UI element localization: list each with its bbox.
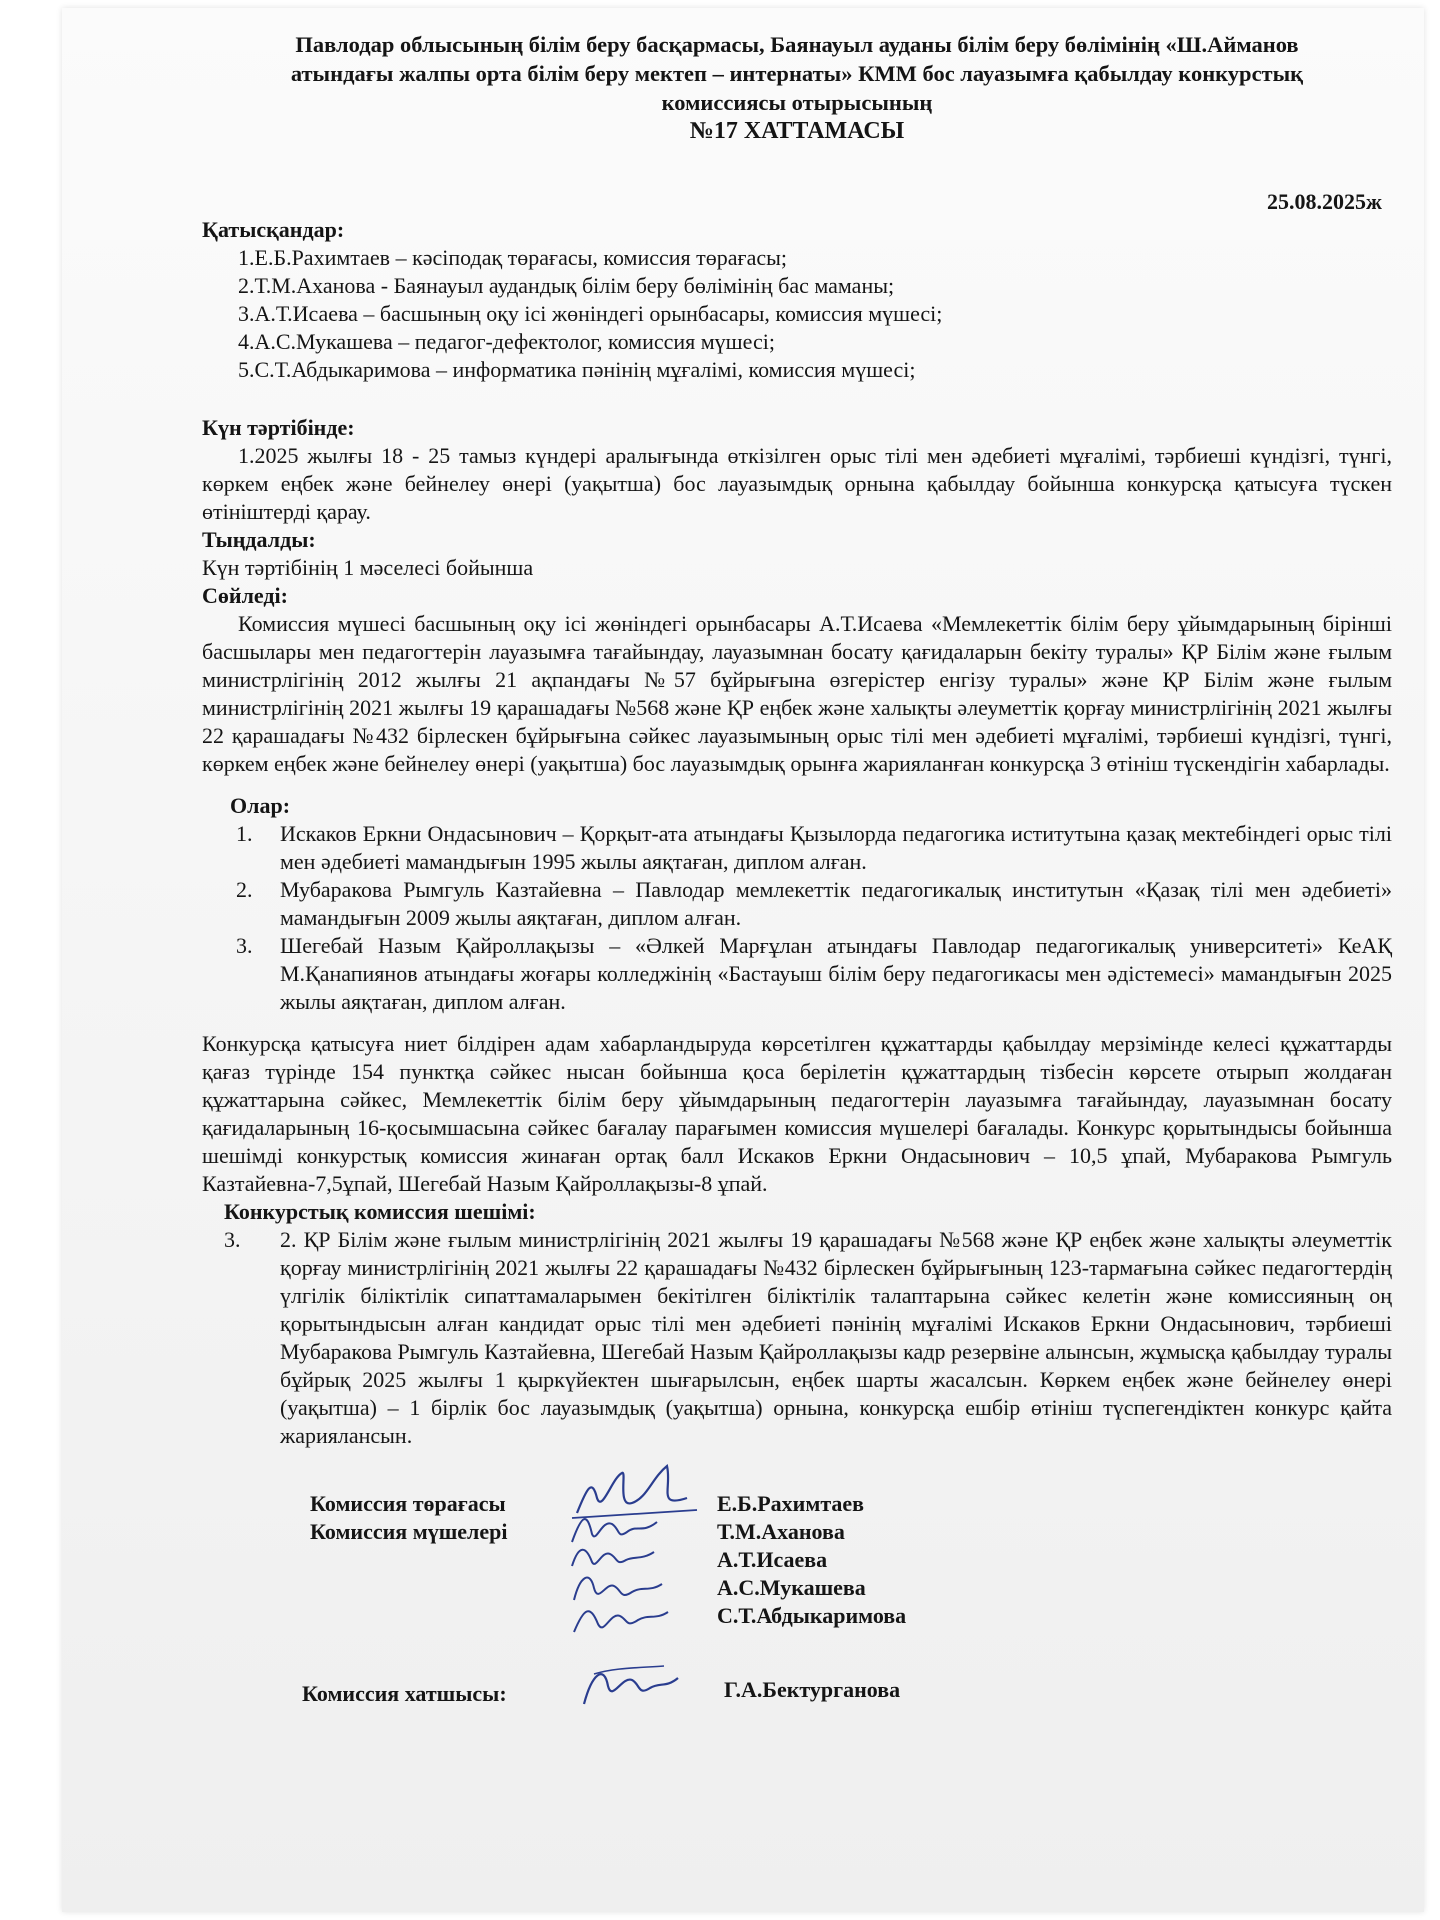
document-heading	[202, 30, 1392, 146]
applicants-title: Олар:	[230, 793, 291, 818]
chair-name: Е.Б.Рахимтаев	[717, 1491, 865, 1516]
participant-item: 2.Т.М.Аханова - Баянауыл аудандық білім беру бөлімінің бас маманы;	[238, 273, 895, 298]
agenda-text: 1.2025 жылғы 18 - 25 тамыз күндері аралығында өткізілген орыс тілі мен әдебиеті мұғалімі, тәрбиеші күндізгі, түнгі, көркем еңбек және бейнелеу өнері (уақытша) бос лауазымдық орнына қабылдау бойынша конкурсқа қатысуға түскен өтініштерді қарау.	[202, 443, 1392, 524]
applicant-number: 3.	[236, 933, 253, 958]
document-content	[202, 30, 1392, 1734]
participant-item: 5.С.Т.Абдыкаримова – информатика пәнінің мұғалімі, комиссия мүшесі;	[238, 357, 916, 382]
spoke-text: Комиссия мүшесі басшының оқу ісі жөніндегі орынбасары А.Т.Исаева «Мемлекеттік білім беру ұйымдарының бірінші басшылары мен педагогтерін лауазымға тағайындау, лауазымнан босату қағидаларын бекіту туралы» ҚР Білім және ғылым министрлігінің 2012 жылғы 21 ақпандағы №57 бұйрығына өзгерістер енгізу туралы» және ҚР Білім және ғылым министрлігінің 2021 жылғы 19 қарашадағы №568 және ҚР еңбек және халықты әлеуметтік қорғау министрлігінің 2021 жылғы 22 қарашадағы №432 бірлескен бұйрығына сәйкес лауазымының орыс тілі мен әдебиеті мұғалімі, тәрбиеші күндізгі, түнгі, көркем еңбек және бейнелеу өнері (уақытша) бос лауазымдық орынға жарияланған конкурсқа 3 өтініш түскендігін хабарлады.	[202, 611, 1392, 776]
applicant-item	[202, 820, 1392, 876]
evaluation-text: Конкурсқа қатысуға ниет білдірен адам хабарландыруда көрсетілген құжаттарды қабылдау мерзімінде келесі құжаттарды қағаз түрінде 154 пунктқа сәйкес нысан бойынша қоса берілетін құжаттардың тізбесін көрсете отырып жолдаған құжаттарына сәйкес, Мемлекеттік білім беру ұйымдарының педагогтерін лауазымға тағайындау, лауазымнан босату қағидаларының 16-қосымшасына сәйкес бағалау парағымен комиссия мүшелері бағалады. Конкурс қорытындысы бойынша шешімді конкурстық комиссия жинаған ортақ балл Искаков Еркни Ондасынович – 10,5 ұпай, Мубаракова Рымгуль Казтайевна-7,5ұпай, Шегебай Назым Қайроллақызы-8 ұпай.	[202, 1031, 1392, 1196]
heading-line-3: комиссиясы отырысының	[661, 90, 933, 115]
participant-item: 3.А.Т.Исаева – басшының оқу ісі жөніндегі орынбасары, комиссия мүшесі;	[238, 301, 943, 326]
applicant-number: 1.	[236, 821, 253, 846]
member-name: А.Т.Исаева	[717, 1547, 828, 1572]
heading-line-1: Павлодар облысының білім беру басқармасы, Баянауыл ауданы білім беру бөлімінің «Ш.Айманов	[295, 32, 1299, 57]
document-sheet	[62, 8, 1424, 1912]
signature-secretary	[574, 1654, 684, 1714]
secretary-label: Комиссия хатшысы:	[302, 1681, 507, 1706]
chair-label: Комиссия төрағасы	[310, 1491, 506, 1516]
participants-title: Қатысқандар:	[202, 217, 345, 242]
applicant-text: Искаков Еркни Ондасынович – Қорқыт-ата атындағы Қызылорда педагогика иститутына қазақ мектебіндегі орыс тілі мен әдебиеті мамандығын 1995 жылы аяқтаған, диплом алған.	[280, 821, 1392, 874]
heard-title: Тыңдалды:	[202, 527, 316, 552]
member-name: С.Т.Абдыкаримова	[717, 1603, 907, 1628]
spoke-title: Сөйледі:	[202, 583, 288, 608]
member-name: А.С.Мукашева	[717, 1575, 866, 1600]
applicant-text: Мубаракова Рымгуль Казтайевна – Павлодар мемлекеттік педагогикалық институтын «Қазақ тілі мен әдебиеті» мамандығын 2009 жылы аяқтаған, диплом алған.	[280, 877, 1392, 930]
decision-number: 3.	[224, 1227, 241, 1252]
members-label: Комиссия мүшелері	[310, 1519, 508, 1544]
member-name: Т.М.Аханова	[717, 1519, 845, 1544]
participants-list	[238, 244, 1392, 384]
heard-text: Күн тәртібінің 1 мәселесі бойынша	[202, 555, 534, 580]
signature-block	[202, 1484, 1392, 1734]
protocol-date: 25.08.2025ж	[1267, 189, 1382, 214]
decision-title: Конкурстық комиссия шешімі:	[224, 1199, 536, 1224]
applicant-number: 2.	[236, 877, 253, 902]
applicant-item	[202, 876, 1392, 932]
participant-item: 1.Е.Б.Рахимтаев – кәсіподақ төрағасы, комиссия төрағасы;	[238, 245, 787, 270]
signature-member	[564, 1594, 674, 1640]
decision-text: 2. ҚР Білім және ғылым министрлігінің 2021 жылғы 19 қарашадағы №568 және ҚР еңбек және халықты әлеуметтік қорғау министрлігінің 2021 жылғы 22 қарашадағы №432 бірлескен бұйрығының 123-тармағына сәйкес педагогтердің үлгілік біліктілік сипаттамаларымен бекітілген біліктілік талаптарына сәйкес келетін және комиссияның оң қорытындысын алған кандидат орыс тілі мен әдебиеті пәнінің мұғалімі Искаков Еркни Ондасынович, тәрбиеші Мубаракова Рымгуль Казтайевна, Шегебай Назым Қайроллақызы кадр резервіне алынсын, жұмысқа қабылдау туралы бұйрық 2025 жылғы 1 қыркүйектен шығарылсын, еңбек шарты жасалсын. Көркем еңбек және бейнелеу өнері (уақытша) – 1 бірлік бос лауазымдық (уақытша) орнына, конкурсқа ешбір өтініш түспегендіктен конкурс қайта жариялансын.	[280, 1227, 1392, 1448]
agenda-title: Күн тәртібінде:	[202, 415, 355, 440]
secretary-name: Г.А.Бектурганова	[724, 1677, 901, 1702]
applicant-item	[202, 932, 1392, 1016]
protocol-number: №17 ХАТТАМАСЫ	[689, 118, 905, 144]
decision-item	[202, 1226, 1392, 1450]
applicant-text: Шегебай Назым Қайроллақызы – «Әлкей Марғұлан атындағы Павлодар педагогикалық университеті» КеАҚ М.Қанапиянов атындағы жоғары колледжінің «Бастауыш білім беру педагогикасы мен әдістемесі» мамандығын 2025 жылы аяқтаған, диплом алған.	[280, 933, 1392, 1014]
participant-item: 4.А.С.Мукашева – педагог-дефектолог, комиссия мүшесі;	[238, 329, 775, 354]
heading-line-2: атындағы жалпы орта білім беру мектеп – интернаты» КММ бос лауазымға қабылдау конкурстық	[290, 61, 1304, 86]
applicants-list	[202, 820, 1392, 1016]
